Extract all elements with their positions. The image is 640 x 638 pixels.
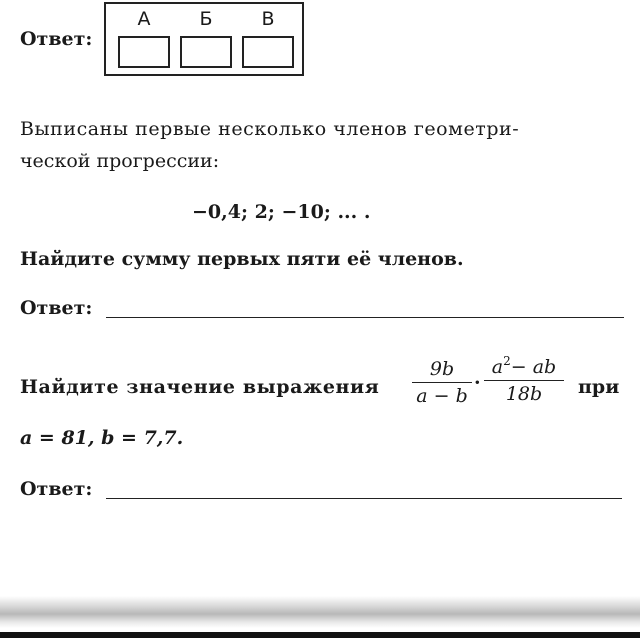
fraction1-denominator: a − b <box>416 385 468 407</box>
fraction2-numerator <box>484 354 564 380</box>
fraction-9b-over-a-minus-b <box>412 358 472 407</box>
column-header-b: Б <box>199 8 213 30</box>
multiplication-dot: · <box>474 372 481 394</box>
task1-answer-label: Ответ: <box>20 297 93 319</box>
task2-text-suffix: при <box>578 376 620 398</box>
column-header-a: А <box>137 8 151 30</box>
fraction2-denominator: 18b <box>505 383 543 405</box>
page-bottom-border <box>0 632 640 638</box>
fraction-a2-minus-ab-over-18b <box>484 354 564 405</box>
task2-answer-line[interactable] <box>106 498 622 499</box>
column-header-v: В <box>261 8 275 30</box>
task1-question: Найдите сумму первых пяти её членов. <box>20 248 464 270</box>
task1-text-line1: Выписаны первые несколько членов геометри- <box>20 118 520 140</box>
answer-cell-b[interactable] <box>180 36 232 68</box>
task1-answer-line[interactable] <box>106 317 624 318</box>
task2-values: a = 81, b = 7,7. <box>20 427 184 449</box>
answer-table-label: Ответ: <box>20 28 93 50</box>
task1-text-line2: ческой прогрессии: <box>20 150 220 172</box>
task2-text-prefix: Найдите значение выражения <box>20 376 380 398</box>
task1-sequence: −0,4; 2; −10; ... . <box>192 201 371 223</box>
answer-cell-a[interactable] <box>118 36 170 68</box>
fraction2-numerator-rest: − ab <box>510 356 557 378</box>
task2-answer-label: Ответ: <box>20 478 93 500</box>
fraction2-numerator-base: a <box>491 356 504 378</box>
fraction1-numerator: 9b <box>429 358 455 380</box>
answer-cell-v[interactable] <box>242 36 294 68</box>
answer-table <box>104 2 304 76</box>
fraction2-numerator-exponent: 2 <box>503 354 511 368</box>
